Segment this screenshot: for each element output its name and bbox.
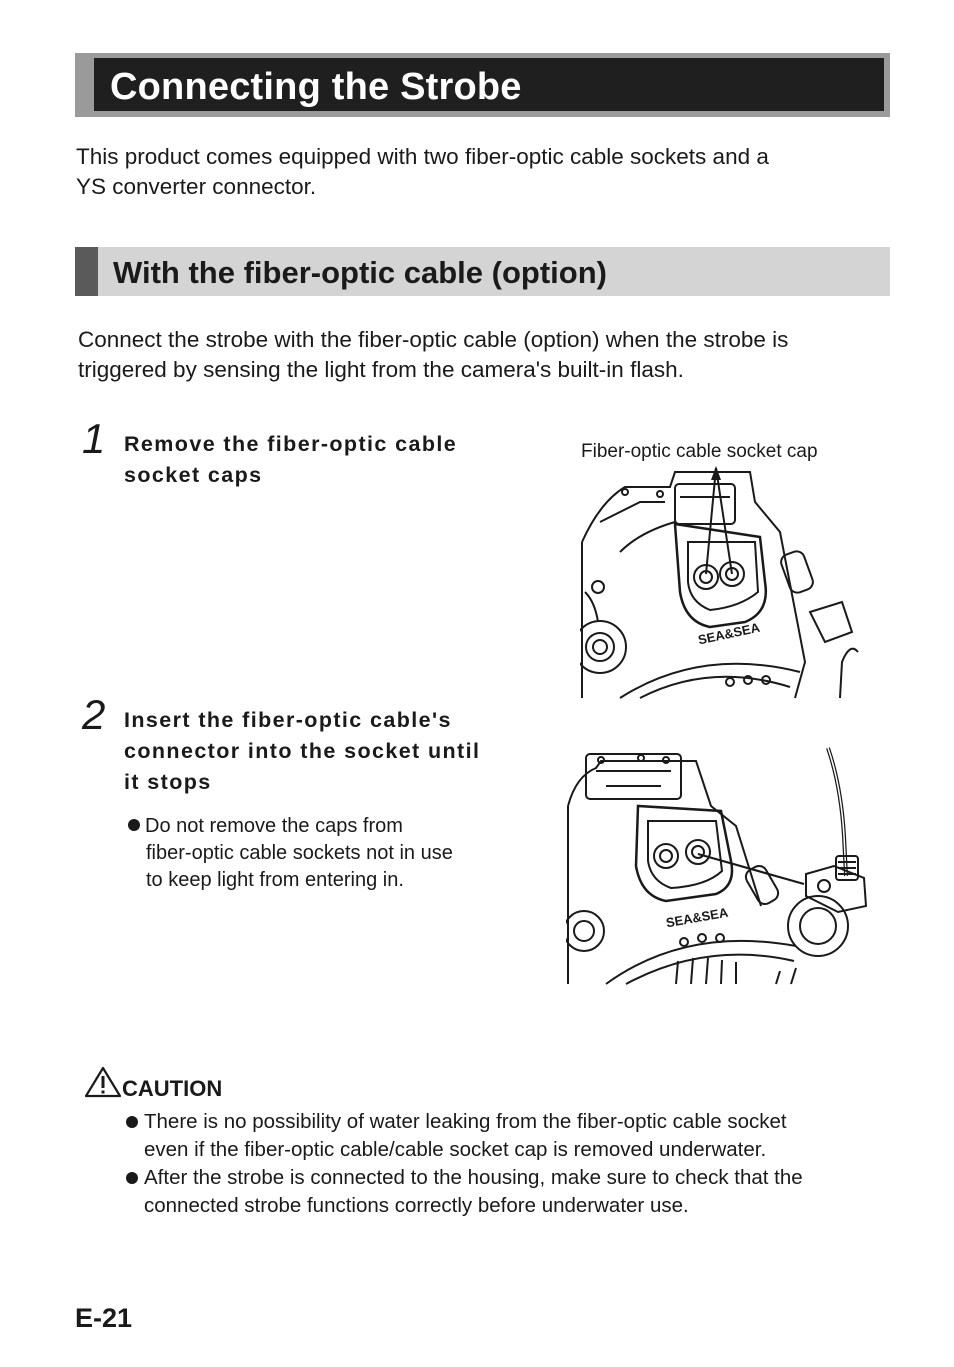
section-paragraph-line: Connect the strobe with the fiber-optic cable (option) when the strobe is [78, 327, 789, 352]
caution-item [126, 1164, 906, 1220]
caution-item [126, 1108, 906, 1164]
step-2-note-line: Do not remove the caps from [145, 815, 403, 837]
step-1-title [124, 429, 457, 491]
caution-item-line: even if the fiber-optic cable/cable socket cap is removed underwater. [144, 1138, 767, 1161]
figure-2-housing-illustration [566, 746, 878, 986]
section-heading: With the fiber-optic cable (option) [113, 255, 607, 290]
page-title: Connecting the Strobe [110, 66, 522, 108]
step-1-number: 1 [82, 415, 106, 462]
bullet-icon [126, 1116, 138, 1128]
caution-item-line: There is no possibility of water leaking from the fiber-optic cable socket [144, 1110, 787, 1133]
caution-title: CAUTION [122, 1076, 223, 1101]
step-2-title-line: it stops [124, 770, 212, 794]
caution-list [126, 1108, 906, 1220]
step-2-note [128, 813, 528, 894]
section-paragraph [78, 325, 898, 385]
step-2-note-line: to keep light from entering in. [146, 869, 404, 891]
figure-1-brand: SEA&SEA [696, 619, 762, 648]
bullet-icon [128, 819, 140, 831]
intro-line: This product comes equipped with two fiber-optic cable sockets and a [76, 144, 769, 169]
step-1-title-line: Remove the fiber-optic cable [124, 432, 458, 456]
caution-item-line: After the strobe is connected to the housing, make sure to check that the [144, 1166, 803, 1189]
step-2-note-line: fiber-optic cable sockets not in use [146, 842, 453, 864]
caution-item-line: connected strobe functions correctly before underwater use. [144, 1194, 689, 1217]
step-2-title-line: connector into the socket until [124, 739, 481, 763]
figure-1-callout: Fiber-optic cable socket cap [581, 441, 818, 462]
page-number: E-21 [75, 1303, 133, 1333]
section-heading-accent [75, 247, 98, 296]
step-2-title-line: Insert the fiber-optic cable's [124, 708, 452, 732]
intro-line: YS converter connector. [76, 174, 317, 199]
warning-triangle-icon [84, 1066, 122, 1098]
step-1-title-line: socket caps [124, 463, 263, 487]
step-2-title [124, 705, 480, 798]
page-title-background [94, 58, 884, 111]
step-2-number: 2 [82, 691, 106, 738]
page-title-bar [75, 53, 890, 117]
figure-1-housing-illustration [580, 462, 860, 700]
figure-2-brand: SEA&SEA [664, 904, 730, 931]
bullet-icon [126, 1172, 138, 1184]
section-heading-bar [75, 247, 890, 296]
section-paragraph-line: triggered by sensing the light from the camera's built-in flash. [78, 357, 684, 382]
intro-paragraph [76, 142, 896, 202]
